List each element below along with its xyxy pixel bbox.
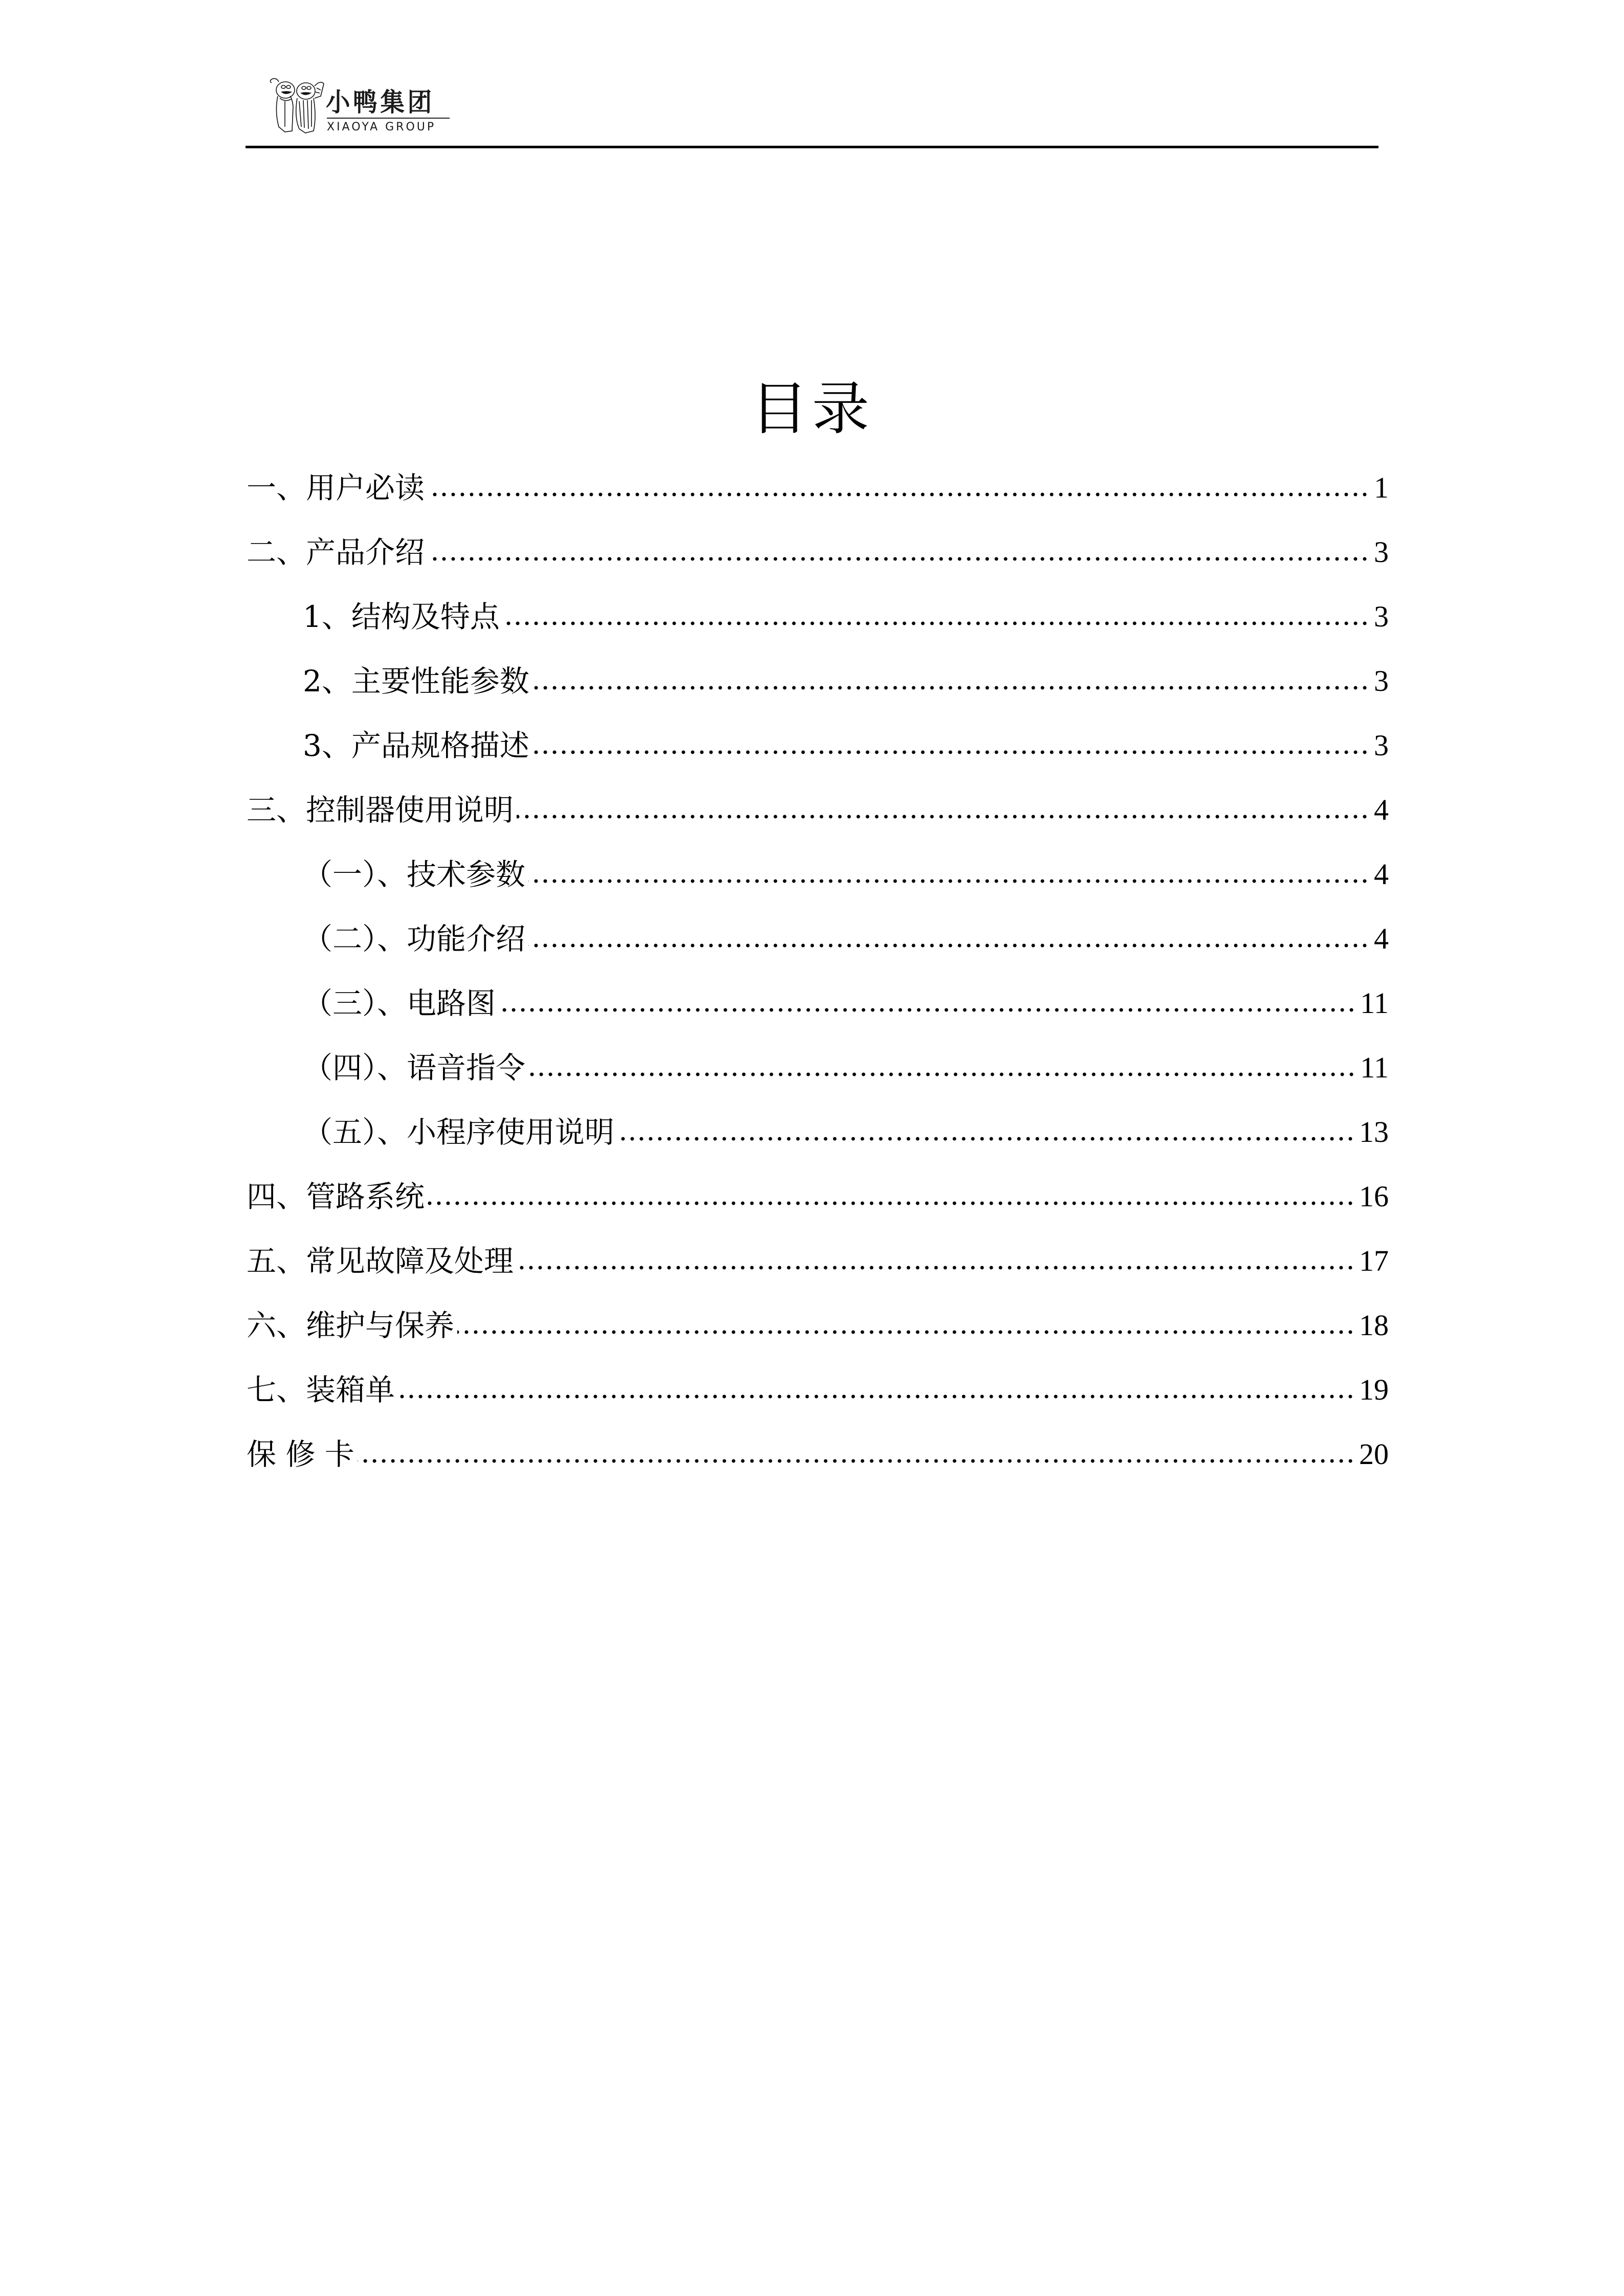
toc-entry[interactable] [247, 594, 1389, 635]
toc-entry-page: 11 [1360, 986, 1389, 1020]
brand-divider [327, 118, 450, 119]
toc-entry-label: （五）、小程序使用说明 [303, 1115, 615, 1150]
toc-entry-page: 4 [1374, 922, 1389, 955]
brand-name-cn: 小鸭集团 [326, 87, 435, 117]
toc-entry[interactable] [247, 530, 1389, 571]
toc-entry-page: 19 [1359, 1373, 1389, 1406]
dot-leader [428, 1201, 1355, 1206]
toc-entry[interactable] [247, 981, 1389, 1022]
toc-entry[interactable] [247, 1174, 1389, 1215]
dot-leader [517, 1265, 1355, 1270]
toc-entry-page: 3 [1374, 664, 1389, 697]
toc-entry-label: （四）、语音指令 [303, 1050, 526, 1085]
dot-leader [358, 1458, 1355, 1464]
toc-entry-page: 3 [1374, 600, 1389, 633]
toc-entry-label: 3、产品规格描述 [303, 728, 529, 763]
toc-entry[interactable] [247, 1367, 1389, 1408]
toc-entry[interactable] [247, 1110, 1389, 1151]
toc-entry[interactable] [247, 1239, 1389, 1279]
company-logo [268, 76, 452, 138]
dot-leader [532, 685, 1369, 690]
toc-entry[interactable] [247, 465, 1389, 506]
toc-entry[interactable] [247, 1045, 1389, 1086]
toc-entry-page: 4 [1374, 858, 1389, 891]
toc-entry-page: 3 [1374, 729, 1389, 762]
toc-entry-page: 20 [1359, 1437, 1389, 1471]
toc-entry-label: （二）、功能介绍 [303, 921, 526, 956]
toc-entry-label: （一）、技术参数 [303, 857, 526, 892]
brand-name-en: XIAOYA GROUP [327, 121, 436, 133]
toc-entry-label: 一、用户必读 [247, 470, 425, 505]
toc-entry-label: （三）、电路图 [303, 986, 496, 1021]
toc-entry-label: 六、维护与保养 [247, 1308, 455, 1343]
toc-entry-page: 13 [1359, 1115, 1389, 1149]
toc-entry-label: 四、管路系统 [247, 1179, 425, 1214]
toc-entry[interactable] [247, 659, 1389, 700]
toc-entry[interactable] [247, 916, 1389, 957]
dot-leader [428, 492, 1369, 497]
toc-entry-page: 3 [1374, 535, 1389, 569]
toc-entry-label: 七、装箱单 [247, 1372, 395, 1407]
dot-leader [532, 750, 1369, 755]
toc-entry-label: 三、控制器使用说明 [247, 793, 514, 827]
dot-leader [428, 556, 1369, 561]
toc-entry-label: 2、主要性能参数 [303, 664, 529, 699]
dot-leader [398, 1394, 1355, 1399]
toc-entry-label: 二、产品介绍 [247, 535, 425, 570]
dot-leader [617, 1136, 1355, 1141]
dot-leader [517, 814, 1369, 819]
header-divider [246, 146, 1378, 148]
toc-entry-page: 4 [1374, 793, 1389, 826]
dot-leader [528, 1072, 1356, 1077]
toc-entry[interactable] [247, 1303, 1389, 1344]
duck-mascot-logo-icon [268, 76, 328, 136]
dot-leader [528, 943, 1369, 948]
toc-entry-label: 保 修 卡 [247, 1437, 354, 1472]
dot-leader [499, 1007, 1356, 1012]
toc-entry[interactable] [247, 1432, 1389, 1473]
toc-entry-page: 17 [1359, 1244, 1389, 1277]
page-title: 目录 [750, 376, 874, 442]
dot-leader [528, 879, 1369, 884]
toc-entry-page: 11 [1360, 1051, 1389, 1084]
dot-leader [457, 1330, 1355, 1335]
toc-entry-label: 1、结构及特点 [303, 599, 500, 634]
toc-entry[interactable] [247, 787, 1389, 828]
toc-entry-page: 18 [1359, 1309, 1389, 1342]
toc-entry[interactable] [247, 852, 1389, 893]
toc-entry-page: 1 [1374, 471, 1389, 504]
toc-entry-label: 五、常见故障及处理 [247, 1244, 514, 1278]
dot-leader [503, 621, 1369, 626]
toc-entry[interactable] [247, 723, 1389, 764]
toc-entry-page: 16 [1359, 1180, 1389, 1213]
